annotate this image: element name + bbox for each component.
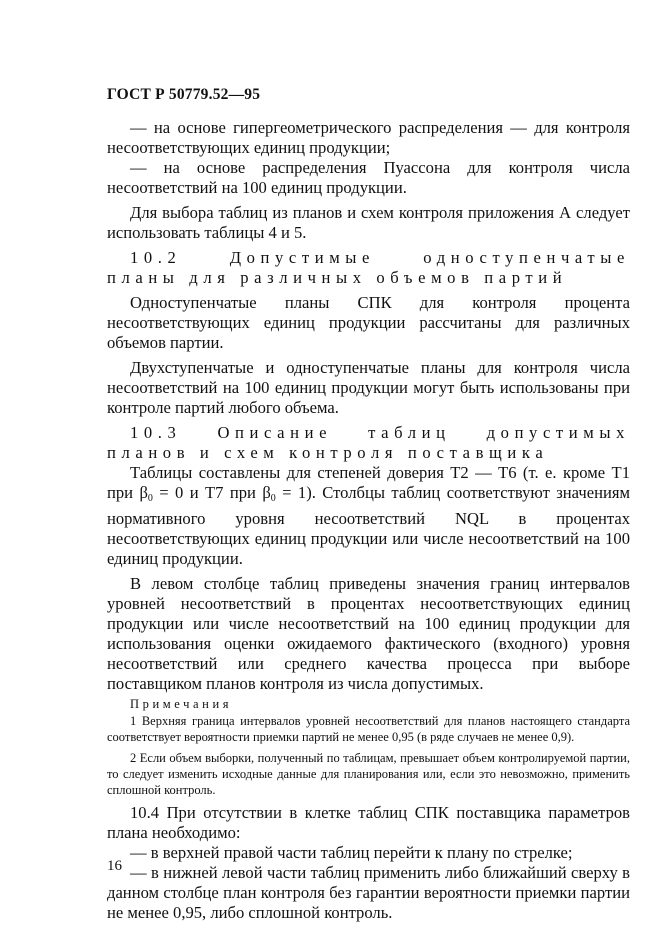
paragraph-double-stage: Двухступенчатые и одноступенчатые планы для контроля числа несоответствий на 100 единиц продукции могут быть использованы при контроле партий любого объема. [107,358,630,417]
paragraph-hypergeometric: — на основе гипергеометрического распределения — для контроля несоответствующих единиц продукции; [107,118,630,157]
section-heading-10-3: 10.3 Описание таблиц допустимых планов и схем контроля поставщика [107,423,630,462]
subscript: 0 [270,493,276,504]
page-number: 16 [107,858,122,874]
text-fragment: Таблицы составлены для степеней доверия Т2 — Т6 (т. е. кроме Т1 при β [107,463,630,502]
note-2: 2 Если объем выборки, полученный по таблицам, превышает объем контролируемой партии, то следует изменить исходные данные для планирования или, если это невозможно, применить сплошной контроль. [107,751,630,797]
section-heading-10-2: 10.2 Допустимые одноступенчатые планы для различных объемов партий [107,248,630,287]
subscript: 0 [147,493,153,504]
paragraph-lower-left: — в нижней левой части таблиц применить либо ближайший сверху в данном столбце план контроля без гарантии вероятности приемки партии не менее 0,95, либо сплошной контроль. [107,863,630,922]
paragraph-upper-right: — в верхней правой части таблиц перейти к плану по стрелке; [130,843,573,862]
document-body [107,118,630,923]
document-header: ГОСТ Р 50779.52—95 [107,86,261,103]
paragraph-table-selection: Для выбора таблиц из планов и схем контроля приложения А следует использовать таблицы 4 и 5. [107,203,630,242]
paragraph-10-4: 10.4 При отсутствии в клетке таблиц СПК поставщика параметров плана необходимо: [107,803,630,842]
paragraph-left-column: В левом столбце таблиц приведены значения границ интервалов уровней несоответствий в процентах несоответствующих единиц продукции или числе несоответствий на 100 единиц продукции для использования оценки ожидаемого фактического (входного) уровня несоответствий или среднего качества процесса при выборе поставщиком планов контроля из числа допустимых. [107,574,630,693]
notes-heading: Примечания [130,697,233,711]
paragraph-poisson: — на основе распределения Пуассона для контроля числа несоответствий на 100 единиц продукции. [107,158,630,197]
note-1: 1 Верхняя граница интервалов уровней несоответствий для планов настоящего стандарта соответствует вероятности приемки партий не менее 0,95 (в ряде случаев не менее 0,9). [107,714,630,744]
paragraph-single-stage: Одноступенчатые планы СПК для контроля процента несоответствующих единиц продукции рассчитаны для различных объемов партии. [107,293,630,352]
paragraph-tables-description [107,463,630,569]
text-fragment: = 1). Столбцы таблиц соответствуют значениям нормативного уровня несоответствий NQL в процентах несоответствующих единиц продукции или числе несоответствий на 100 единиц продукции. [107,483,630,568]
text-fragment: = 0 и Т7 при β [152,483,271,502]
